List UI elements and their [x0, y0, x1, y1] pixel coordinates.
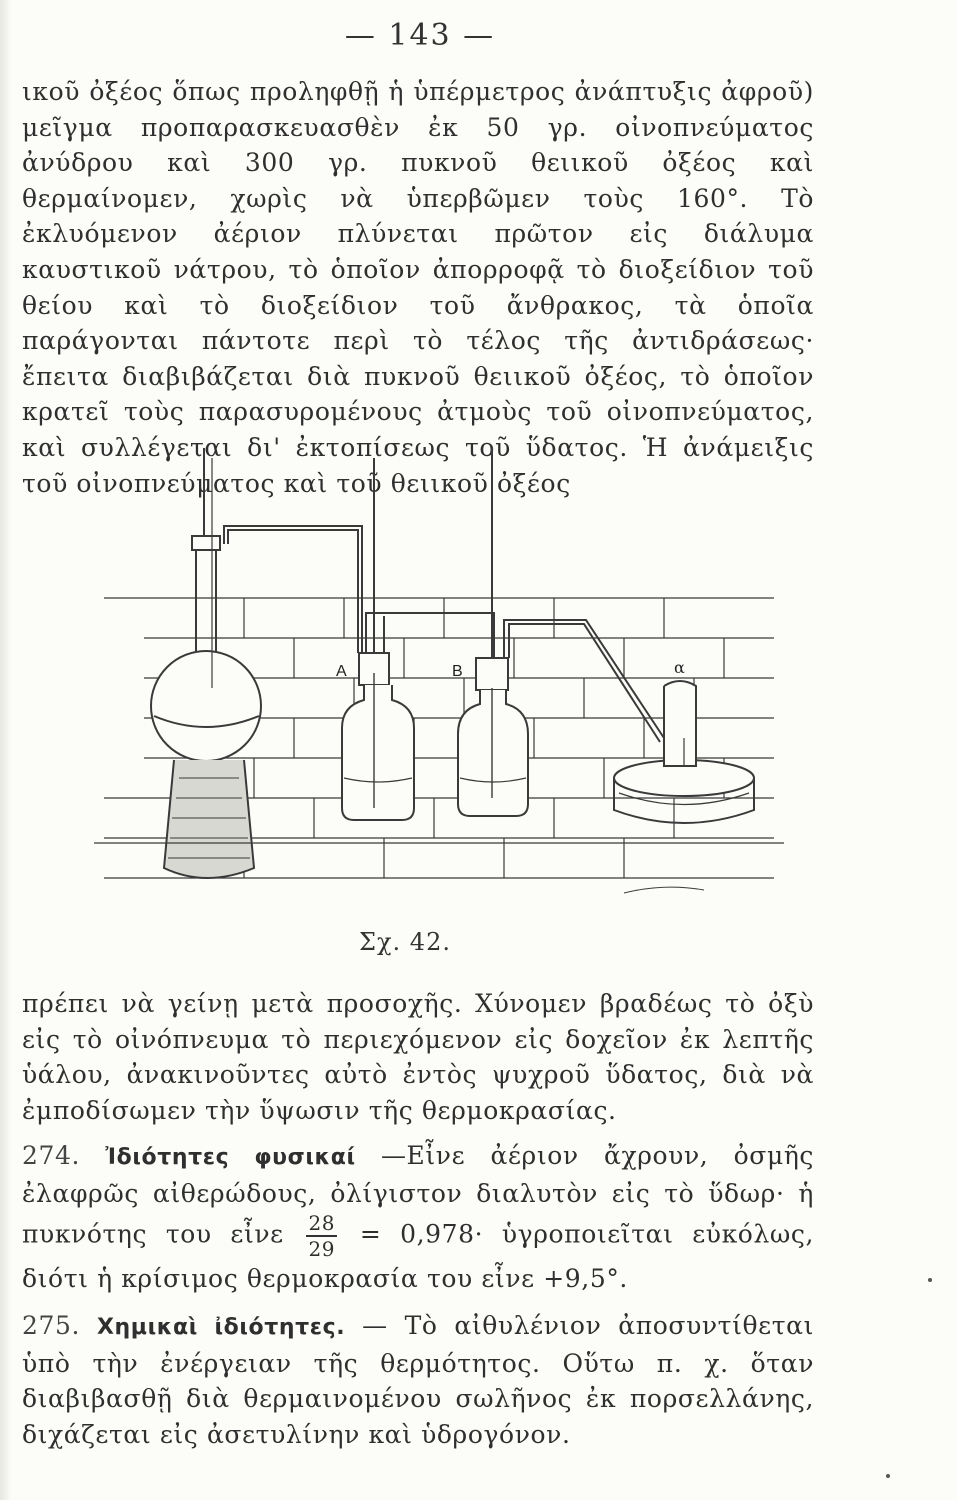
section-title: Χημικαὶ ἰδιότητες. [96, 1315, 346, 1340]
section-text: — Τὸ αἰθυλένιον ἀποσυντίθεται ὑπὸ τὴν ἐνέργειαν τῆς θερμότητος. Οὕτω π. χ. ὅταν διαβιβασθῇ διὰ θερμαινομένου σωλῆνος ἐκ πορσελλάνης, διχάζεται εἰς ἀσετυλίνην καὶ ὑδρογόνον. [22, 1311, 815, 1449]
fraction-denominator: 29 [308, 1237, 336, 1262]
section-number: 274. [22, 1141, 81, 1170]
section-274-physical-properties [22, 1138, 814, 1297]
label-alpha: α [674, 658, 685, 677]
page-edge-shadow [0, 0, 12, 1500]
page-number: — 143 — [344, 18, 496, 53]
print-speck [886, 1474, 890, 1478]
section-275-chemical-properties [22, 1308, 814, 1452]
section-text: —Εἶνε ἀέριον ἄχρουν, ὀσμῆς ἐλαφρῶς αἰθερώδους, ὀλίγιστον διαλυτὸν εἰς τὸ ὕδωρ· ἡ πυκνότης του εἶνε [22, 1141, 814, 1249]
section-title: Ἰδιότητες φυσικαί [105, 1145, 356, 1170]
paragraph-mixing: πρέπει νὰ γείνῃ μετὰ προσοχῆς. Χύνομεν βραδέως τὸ ὀξὺ εἰς τὸ οἰνόπνευμα τὸ περιεχόμενον εἰς δοχεῖον ἐκ λεπτῆς ὑάλου, ἀνακινοῦντες αὐτὸ ἐντὸς ψυχροῦ ὕδατος, διὰ νὰ ἐμποδίσωμεν τὴν ὕψωσιν τῆς θερμοκρασίας. [22, 989, 814, 1125]
print-speck [928, 1278, 932, 1282]
density-fraction [306, 1211, 337, 1261]
label-b: B [452, 663, 463, 680]
label-a: A [336, 663, 347, 680]
fraction-numerator: 28 [308, 1211, 336, 1236]
apparatus-illustration [84, 448, 824, 918]
section-text-continued: = 0,978· ὑγροποιεῖται εὐκόλως, διότι ἡ κρίσιμος θερμοκρασία του εἶνε +9,5°. [22, 1219, 815, 1294]
round-flask [151, 448, 261, 878]
paragraph-preparation: ικοῦ ὀξέος ὅπως προληφθῇ ἡ ὑπέρμετρος ἀνάπτυξις ἀφροῦ) μεῖγμα προπαρασκευασθὲν ἐκ 50 γρ. οἰνοπνεύματος ἀνύδρου καὶ 300 γρ. πυκνοῦ θειικοῦ ὀξέος καὶ θερμαίνομεν, χωρὶς νὰ ὑπερβῶμεν τοὺς 160°. Τὸ ἐκλυόμενον ἀέριον πλύνεται πρῶτον εἰς διάλυμα καυστικοῦ νάτρου, τὸ ὁποῖον ἀπορροφᾷ τὸ διοξείδιον τοῦ θείου καὶ τὸ διοξείδιον τοῦ ἄνθρακος, τὰ ὁποῖα παράγονται πάντοτε περὶ τὸ τέλος τῆς ἀντιδράσεως· ἔπειτα διαβιβάζεται διὰ πυκνοῦ θειικοῦ ὀξέος, τὸ ὁποῖον κρατεῖ τοὺς παρασυρομένους ἀτμοὺς τοῦ οἰνοπνεύματος, καὶ συλλέγεται δι' ἐκτοπίσεως τοῦ ὕδατος. Ἡ ἀνάμειξις τοῦ οἰνοπνεύματος καὶ τοῦ θειικοῦ ὀξέος [22, 77, 814, 498]
figure-caption: Σχ. 42. [359, 928, 451, 956]
section-number: 275. [22, 1311, 81, 1340]
wash-bottle-b [458, 658, 528, 816]
